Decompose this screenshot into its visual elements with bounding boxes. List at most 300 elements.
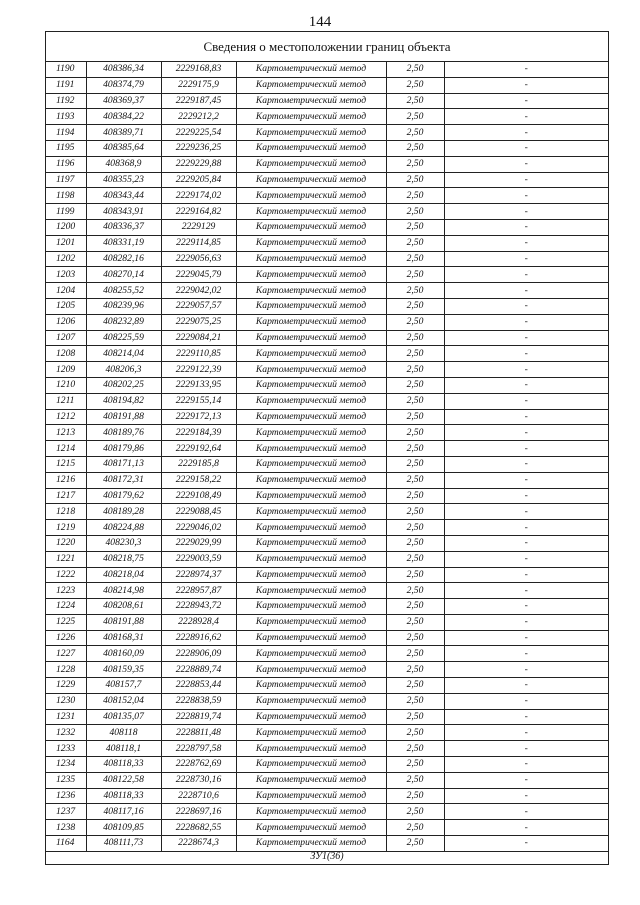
accuracy-cell: 2,50 xyxy=(386,614,444,630)
table-row xyxy=(46,630,608,646)
description-cell: - xyxy=(444,488,608,504)
method-cell: Картометрический метод xyxy=(236,757,386,773)
table-row xyxy=(46,362,608,378)
point-number-cell: 1219 xyxy=(46,520,86,536)
y-coordinate-cell: 2229174,02 xyxy=(161,188,236,204)
method-cell: Картометрический метод xyxy=(236,630,386,646)
point-number-cell: 1237 xyxy=(46,804,86,820)
description-cell: - xyxy=(444,377,608,393)
x-coordinate-cell: 408282,16 xyxy=(86,251,161,267)
y-coordinate-cell: 2228916,62 xyxy=(161,630,236,646)
x-coordinate-cell: 408118,33 xyxy=(86,788,161,804)
description-cell: - xyxy=(444,693,608,709)
y-coordinate-cell: 2229056,63 xyxy=(161,251,236,267)
x-coordinate-cell: 408168,31 xyxy=(86,630,161,646)
y-coordinate-cell: 2228943,72 xyxy=(161,599,236,615)
table-row xyxy=(46,520,608,536)
accuracy-cell: 2,50 xyxy=(386,804,444,820)
method-cell: Картометрический метод xyxy=(236,567,386,583)
x-coordinate-cell: 408118 xyxy=(86,725,161,741)
coordinates-table xyxy=(46,61,608,852)
description-cell: - xyxy=(444,551,608,567)
point-number-cell: 1206 xyxy=(46,314,86,330)
x-coordinate-cell: 408118,1 xyxy=(86,741,161,757)
description-cell: - xyxy=(444,172,608,188)
description-cell: - xyxy=(444,125,608,141)
y-coordinate-cell: 2228811,48 xyxy=(161,725,236,741)
table-row xyxy=(46,820,608,836)
point-number-cell: 1229 xyxy=(46,678,86,694)
point-number-cell: 1196 xyxy=(46,156,86,172)
x-coordinate-cell: 408255,52 xyxy=(86,283,161,299)
method-cell: Картометрический метод xyxy=(236,772,386,788)
y-coordinate-cell: 2229029,99 xyxy=(161,535,236,551)
y-coordinate-cell: 2228710,6 xyxy=(161,788,236,804)
x-coordinate-cell: 408384,22 xyxy=(86,109,161,125)
y-coordinate-cell: 2229236,25 xyxy=(161,140,236,156)
point-number-cell: 1222 xyxy=(46,567,86,583)
y-coordinate-cell: 2229168,83 xyxy=(161,62,236,78)
method-cell: Картометрический метод xyxy=(236,219,386,235)
method-cell: Картометрический метод xyxy=(236,741,386,757)
y-coordinate-cell: 2229046,02 xyxy=(161,520,236,536)
table-row xyxy=(46,772,608,788)
table-row xyxy=(46,109,608,125)
table-row xyxy=(46,441,608,457)
y-coordinate-cell: 2228730,16 xyxy=(161,772,236,788)
table-row xyxy=(46,172,608,188)
point-number-cell: 1212 xyxy=(46,409,86,425)
point-number-cell: 1193 xyxy=(46,109,86,125)
accuracy-cell: 2,50 xyxy=(386,488,444,504)
point-number-cell: 1207 xyxy=(46,330,86,346)
point-number-cell: 1228 xyxy=(46,662,86,678)
y-coordinate-cell: 2229187,45 xyxy=(161,93,236,109)
method-cell: Картометрический метод xyxy=(236,204,386,220)
y-coordinate-cell: 2228974,37 xyxy=(161,567,236,583)
description-cell: - xyxy=(444,425,608,441)
x-coordinate-cell: 408189,28 xyxy=(86,504,161,520)
method-cell: Картометрический метод xyxy=(236,693,386,709)
table-row xyxy=(46,283,608,299)
y-coordinate-cell: 2229075,25 xyxy=(161,314,236,330)
point-number-cell: 1164 xyxy=(46,836,86,852)
point-number-cell: 1226 xyxy=(46,630,86,646)
description-cell: - xyxy=(444,330,608,346)
table-row xyxy=(46,93,608,109)
y-coordinate-cell: 2229158,22 xyxy=(161,472,236,488)
x-coordinate-cell: 408206,3 xyxy=(86,362,161,378)
accuracy-cell: 2,50 xyxy=(386,709,444,725)
description-cell: - xyxy=(444,235,608,251)
table-row xyxy=(46,330,608,346)
section-footer: ЗУ1(36) xyxy=(310,851,344,862)
method-cell: Картометрический метод xyxy=(236,725,386,741)
accuracy-cell: 2,50 xyxy=(386,788,444,804)
x-coordinate-cell: 408179,62 xyxy=(86,488,161,504)
y-coordinate-cell: 2229129 xyxy=(161,219,236,235)
point-number-cell: 1232 xyxy=(46,725,86,741)
accuracy-cell: 2,50 xyxy=(386,472,444,488)
x-coordinate-cell: 408218,75 xyxy=(86,551,161,567)
y-coordinate-cell: 2229229,88 xyxy=(161,156,236,172)
point-number-cell: 1233 xyxy=(46,741,86,757)
table-row xyxy=(46,267,608,283)
point-number-cell: 1194 xyxy=(46,125,86,141)
x-coordinate-cell: 408385,64 xyxy=(86,140,161,156)
point-number-cell: 1200 xyxy=(46,219,86,235)
method-cell: Картометрический метод xyxy=(236,804,386,820)
method-cell: Картометрический метод xyxy=(236,314,386,330)
description-cell: - xyxy=(444,314,608,330)
x-coordinate-cell: 408224,88 xyxy=(86,520,161,536)
x-coordinate-cell: 408160,09 xyxy=(86,646,161,662)
x-coordinate-cell: 408386,34 xyxy=(86,62,161,78)
description-cell: - xyxy=(444,757,608,773)
y-coordinate-cell: 2229122,39 xyxy=(161,362,236,378)
table-row xyxy=(46,62,608,78)
x-coordinate-cell: 408214,04 xyxy=(86,346,161,362)
point-number-cell: 1221 xyxy=(46,551,86,567)
table-row xyxy=(46,836,608,852)
accuracy-cell: 2,50 xyxy=(386,567,444,583)
table-row xyxy=(46,725,608,741)
accuracy-cell: 2,50 xyxy=(386,630,444,646)
y-coordinate-cell: 2229185,8 xyxy=(161,456,236,472)
accuracy-cell: 2,50 xyxy=(386,425,444,441)
description-cell: - xyxy=(444,535,608,551)
x-coordinate-cell: 408191,88 xyxy=(86,614,161,630)
x-coordinate-cell: 408343,44 xyxy=(86,188,161,204)
method-cell: Картометрический метод xyxy=(236,298,386,314)
accuracy-cell: 2,50 xyxy=(386,772,444,788)
table-row xyxy=(46,77,608,93)
y-coordinate-cell: 2229225,54 xyxy=(161,125,236,141)
accuracy-cell: 2,50 xyxy=(386,757,444,773)
method-cell: Картометрический метод xyxy=(236,93,386,109)
method-cell: Картометрический метод xyxy=(236,535,386,551)
method-cell: Картометрический метод xyxy=(236,662,386,678)
point-number-cell: 1190 xyxy=(46,62,86,78)
description-cell: - xyxy=(444,504,608,520)
x-coordinate-cell: 408172,31 xyxy=(86,472,161,488)
point-number-cell: 1199 xyxy=(46,204,86,220)
accuracy-cell: 2,50 xyxy=(386,362,444,378)
x-coordinate-cell: 408218,04 xyxy=(86,567,161,583)
table-row xyxy=(46,472,608,488)
accuracy-cell: 2,50 xyxy=(386,77,444,93)
y-coordinate-cell: 2228762,69 xyxy=(161,757,236,773)
x-coordinate-cell: 408117,16 xyxy=(86,804,161,820)
y-coordinate-cell: 2229155,14 xyxy=(161,393,236,409)
accuracy-cell: 2,50 xyxy=(386,836,444,852)
x-coordinate-cell: 408109,85 xyxy=(86,820,161,836)
table-row xyxy=(46,599,608,615)
description-cell: - xyxy=(444,109,608,125)
method-cell: Картометрический метод xyxy=(236,646,386,662)
description-cell: - xyxy=(444,93,608,109)
method-cell: Картометрический метод xyxy=(236,788,386,804)
accuracy-cell: 2,50 xyxy=(386,235,444,251)
method-cell: Картометрический метод xyxy=(236,583,386,599)
x-coordinate-cell: 408171,13 xyxy=(86,456,161,472)
x-coordinate-cell: 408336,37 xyxy=(86,219,161,235)
table-row xyxy=(46,551,608,567)
accuracy-cell: 2,50 xyxy=(386,504,444,520)
y-coordinate-cell: 2229205,84 xyxy=(161,172,236,188)
description-cell: - xyxy=(444,140,608,156)
description-cell: - xyxy=(444,820,608,836)
y-coordinate-cell: 2229088,45 xyxy=(161,504,236,520)
table-row xyxy=(46,709,608,725)
point-number-cell: 1223 xyxy=(46,583,86,599)
x-coordinate-cell: 408331,19 xyxy=(86,235,161,251)
point-number-cell: 1205 xyxy=(46,298,86,314)
description-cell: - xyxy=(444,520,608,536)
accuracy-cell: 2,50 xyxy=(386,62,444,78)
x-coordinate-cell: 408179,86 xyxy=(86,441,161,457)
method-cell: Картометрический метод xyxy=(236,488,386,504)
y-coordinate-cell: 2229192,64 xyxy=(161,441,236,457)
point-number-cell: 1216 xyxy=(46,472,86,488)
table-row xyxy=(46,377,608,393)
table-row xyxy=(46,662,608,678)
table-row xyxy=(46,741,608,757)
point-number-cell: 1236 xyxy=(46,788,86,804)
accuracy-cell: 2,50 xyxy=(386,346,444,362)
table-row xyxy=(46,693,608,709)
method-cell: Картометрический метод xyxy=(236,472,386,488)
point-number-cell: 1218 xyxy=(46,504,86,520)
point-number-cell: 1231 xyxy=(46,709,86,725)
accuracy-cell: 2,50 xyxy=(386,125,444,141)
method-cell: Картометрический метод xyxy=(236,709,386,725)
y-coordinate-cell: 2229133,95 xyxy=(161,377,236,393)
y-coordinate-cell: 2229172,13 xyxy=(161,409,236,425)
y-coordinate-cell: 2228797,58 xyxy=(161,741,236,757)
point-number-cell: 1208 xyxy=(46,346,86,362)
description-cell: - xyxy=(444,599,608,615)
method-cell: Картометрический метод xyxy=(236,125,386,141)
y-coordinate-cell: 2229114,85 xyxy=(161,235,236,251)
x-coordinate-cell: 408118,33 xyxy=(86,757,161,773)
y-coordinate-cell: 2228697,16 xyxy=(161,804,236,820)
y-coordinate-cell: 2229164,82 xyxy=(161,204,236,220)
description-cell: - xyxy=(444,251,608,267)
accuracy-cell: 2,50 xyxy=(386,535,444,551)
y-coordinate-cell: 2229045,79 xyxy=(161,267,236,283)
x-coordinate-cell: 408214,98 xyxy=(86,583,161,599)
description-cell: - xyxy=(444,567,608,583)
method-cell: Картометрический метод xyxy=(236,330,386,346)
point-number-cell: 1203 xyxy=(46,267,86,283)
x-coordinate-cell: 408232,89 xyxy=(86,314,161,330)
x-coordinate-cell: 408191,88 xyxy=(86,409,161,425)
x-coordinate-cell: 408230,3 xyxy=(86,535,161,551)
accuracy-cell: 2,50 xyxy=(386,156,444,172)
accuracy-cell: 2,50 xyxy=(386,314,444,330)
table-row xyxy=(46,188,608,204)
table-row xyxy=(46,757,608,773)
table-row xyxy=(46,156,608,172)
description-cell: - xyxy=(444,441,608,457)
accuracy-cell: 2,50 xyxy=(386,140,444,156)
accuracy-cell: 2,50 xyxy=(386,172,444,188)
point-number-cell: 1197 xyxy=(46,172,86,188)
method-cell: Картометрический метод xyxy=(236,156,386,172)
accuracy-cell: 2,50 xyxy=(386,678,444,694)
method-cell: Картометрический метод xyxy=(236,836,386,852)
method-cell: Картометрический метод xyxy=(236,235,386,251)
accuracy-cell: 2,50 xyxy=(386,693,444,709)
table-row xyxy=(46,614,608,630)
y-coordinate-cell: 2229184,39 xyxy=(161,425,236,441)
description-cell: - xyxy=(444,836,608,852)
y-coordinate-cell: 2228928,4 xyxy=(161,614,236,630)
point-number-cell: 1224 xyxy=(46,599,86,615)
table-row xyxy=(46,393,608,409)
method-cell: Картометрический метод xyxy=(236,425,386,441)
method-cell: Картометрический метод xyxy=(236,504,386,520)
description-cell: - xyxy=(444,62,608,78)
accuracy-cell: 2,50 xyxy=(386,551,444,567)
accuracy-cell: 2,50 xyxy=(386,456,444,472)
description-cell: - xyxy=(444,630,608,646)
point-number-cell: 1217 xyxy=(46,488,86,504)
x-coordinate-cell: 408355,23 xyxy=(86,172,161,188)
table-row xyxy=(46,204,608,220)
point-number-cell: 1198 xyxy=(46,188,86,204)
accuracy-cell: 2,50 xyxy=(386,646,444,662)
x-coordinate-cell: 408152,04 xyxy=(86,693,161,709)
coordinates-table-body xyxy=(46,62,608,852)
method-cell: Картометрический метод xyxy=(236,614,386,630)
y-coordinate-cell: 2228957,87 xyxy=(161,583,236,599)
table-row xyxy=(46,219,608,235)
point-number-cell: 1227 xyxy=(46,646,86,662)
x-coordinate-cell: 408157,7 xyxy=(86,678,161,694)
table-row xyxy=(46,425,608,441)
table-row xyxy=(46,140,608,156)
table-row xyxy=(46,251,608,267)
accuracy-cell: 2,50 xyxy=(386,267,444,283)
description-cell: - xyxy=(444,662,608,678)
method-cell: Картометрический метод xyxy=(236,77,386,93)
description-cell: - xyxy=(444,709,608,725)
point-number-cell: 1238 xyxy=(46,820,86,836)
x-coordinate-cell: 408389,71 xyxy=(86,125,161,141)
y-coordinate-cell: 2228906,09 xyxy=(161,646,236,662)
accuracy-cell: 2,50 xyxy=(386,251,444,267)
accuracy-cell: 2,50 xyxy=(386,441,444,457)
accuracy-cell: 2,50 xyxy=(386,330,444,346)
x-coordinate-cell: 408111,73 xyxy=(86,836,161,852)
accuracy-cell: 2,50 xyxy=(386,583,444,599)
method-cell: Картометрический метод xyxy=(236,188,386,204)
accuracy-cell: 2,50 xyxy=(386,599,444,615)
description-cell: - xyxy=(444,298,608,314)
accuracy-cell: 2,50 xyxy=(386,662,444,678)
table-row xyxy=(46,346,608,362)
method-cell: Картометрический метод xyxy=(236,551,386,567)
table-row xyxy=(46,488,608,504)
accuracy-cell: 2,50 xyxy=(386,188,444,204)
point-number-cell: 1204 xyxy=(46,283,86,299)
point-number-cell: 1214 xyxy=(46,441,86,457)
table-row xyxy=(46,678,608,694)
accuracy-cell: 2,50 xyxy=(386,725,444,741)
method-cell: Картометрический метод xyxy=(236,109,386,125)
x-coordinate-cell: 408270,14 xyxy=(86,267,161,283)
point-number-cell: 1213 xyxy=(46,425,86,441)
x-coordinate-cell: 408368,9 xyxy=(86,156,161,172)
method-cell: Картометрический метод xyxy=(236,520,386,536)
y-coordinate-cell: 2229212,2 xyxy=(161,109,236,125)
accuracy-cell: 2,50 xyxy=(386,393,444,409)
description-cell: - xyxy=(444,583,608,599)
point-number-cell: 1225 xyxy=(46,614,86,630)
table-row xyxy=(46,298,608,314)
method-cell: Картометрический метод xyxy=(236,251,386,267)
description-cell: - xyxy=(444,346,608,362)
table-row xyxy=(46,646,608,662)
method-cell: Картометрический метод xyxy=(236,362,386,378)
y-coordinate-cell: 2228889,74 xyxy=(161,662,236,678)
point-number-cell: 1202 xyxy=(46,251,86,267)
description-cell: - xyxy=(444,409,608,425)
accuracy-cell: 2,50 xyxy=(386,109,444,125)
accuracy-cell: 2,50 xyxy=(386,93,444,109)
table-row xyxy=(46,125,608,141)
table-row xyxy=(46,504,608,520)
accuracy-cell: 2,50 xyxy=(386,409,444,425)
table-row xyxy=(46,583,608,599)
x-coordinate-cell: 408135,07 xyxy=(86,709,161,725)
boundary-table-frame xyxy=(45,31,609,865)
x-coordinate-cell: 408159,35 xyxy=(86,662,161,678)
accuracy-cell: 2,50 xyxy=(386,204,444,220)
x-coordinate-cell: 408122,58 xyxy=(86,772,161,788)
point-number-cell: 1209 xyxy=(46,362,86,378)
y-coordinate-cell: 2229042,02 xyxy=(161,283,236,299)
accuracy-cell: 2,50 xyxy=(386,520,444,536)
method-cell: Картометрический метод xyxy=(236,346,386,362)
accuracy-cell: 2,50 xyxy=(386,283,444,299)
y-coordinate-cell: 2229003,59 xyxy=(161,551,236,567)
description-cell: - xyxy=(444,725,608,741)
description-cell: - xyxy=(444,188,608,204)
method-cell: Картометрический метод xyxy=(236,441,386,457)
description-cell: - xyxy=(444,614,608,630)
point-number-cell: 1192 xyxy=(46,93,86,109)
point-number-cell: 1235 xyxy=(46,772,86,788)
description-cell: - xyxy=(444,219,608,235)
x-coordinate-cell: 408189,76 xyxy=(86,425,161,441)
description-cell: - xyxy=(444,267,608,283)
table-row xyxy=(46,456,608,472)
method-cell: Картометрический метод xyxy=(236,377,386,393)
y-coordinate-cell: 2228682,55 xyxy=(161,820,236,836)
description-cell: - xyxy=(444,646,608,662)
point-number-cell: 1210 xyxy=(46,377,86,393)
table-row xyxy=(46,804,608,820)
point-number-cell: 1201 xyxy=(46,235,86,251)
method-cell: Картометрический метод xyxy=(236,172,386,188)
method-cell: Картометрический метод xyxy=(236,62,386,78)
method-cell: Картометрический метод xyxy=(236,456,386,472)
table-row xyxy=(46,567,608,583)
x-coordinate-cell: 408374,79 xyxy=(86,77,161,93)
